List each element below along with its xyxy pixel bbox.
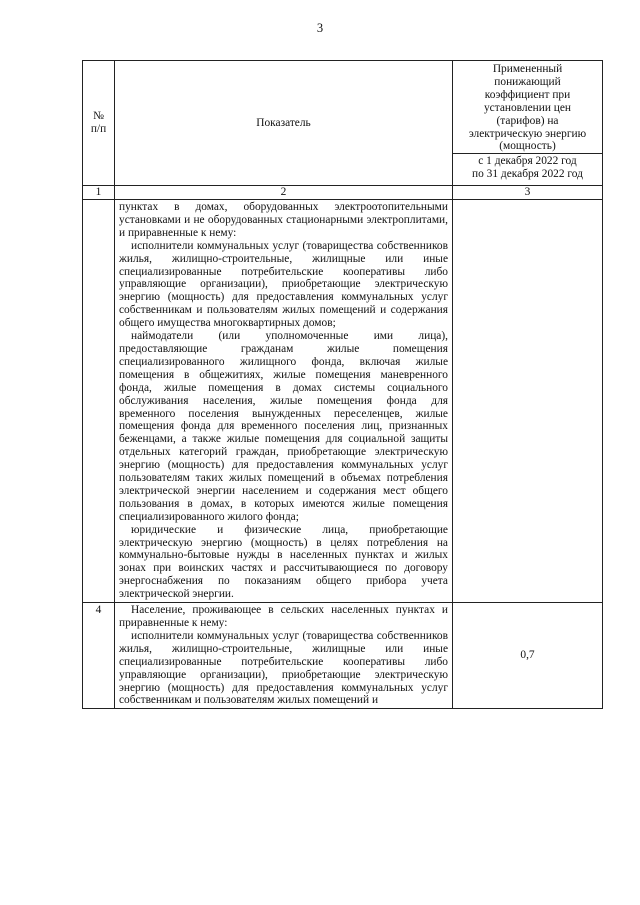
coefficient-value-cell — [453, 200, 603, 603]
indicator-text-cell — [115, 200, 453, 603]
coef-title-line: коэффициент при — [484, 88, 571, 101]
header-number-symbol: № — [93, 110, 104, 123]
paragraph: исполнители коммунальных услуг (товарищества собственников жилья, жилищно-строительные, жилищные или иные специализированные потребительские кооперативы либо управляющие организации), приобретающие электрическую энергию (мощность) для предоставления коммунальных услуг собственникам и пользователям жилых помещений и — [119, 629, 448, 707]
header-indicator: Показатель — [115, 61, 453, 186]
period-line: с 1 декабря 2022 год — [478, 155, 577, 167]
indicator-text-cell — [115, 603, 453, 709]
coef-title-line: (тарифов) на — [496, 114, 559, 127]
table-row-4 — [83, 603, 603, 709]
column-number: 2 — [115, 186, 453, 200]
paragraph: наймодатели (или уполномоченные ими лица), предоставляющие гражданам жилые помещения специализированного жилищного фонда, включая жилые помещения в общежитиях, жилые помещения маневренного фонда, жилые помещения в домах системы социального обслуживания населения, жилые помещения фонда для временного поселения вынужденных переселенцев, жилые помещения фонда для временного поселения лиц, признанных беженцами, а также жилые помещения для социальной защиты отдельных категорий граждан, приобретающие электрическую энергию (мощность) для предоставления коммунальных услуг пользователям таких жилых помещений в объемах потребления электрической энергии населением и содержания мест общего пользования в домах, в которых имеются жилые помещения специализированного жилого фонда; — [119, 330, 448, 523]
coef-title-line: установлении цен — [483, 101, 572, 114]
header-number-abbr: п/п — [90, 123, 107, 135]
period-line: по 31 декабря 2022 год — [472, 167, 583, 180]
table-header-row — [83, 61, 603, 186]
header-number-cell — [83, 61, 115, 186]
coefficient-value-cell: 0,7 — [453, 603, 603, 709]
header-coefficient-title — [453, 61, 602, 153]
coef-title-line: электрическую энергию — [468, 127, 587, 140]
paragraph: пунктах в домах, оборудованных электроотопительными установками и не оборудованных стационарными электроплитами, и приравненные к нему: — [119, 201, 448, 239]
row-number-cell: 4 — [83, 603, 115, 709]
tariff-coefficient-table — [82, 60, 603, 709]
header-period — [453, 153, 602, 183]
coef-title-line: (мощность) — [499, 140, 556, 153]
column-number: 1 — [83, 186, 115, 200]
column-number-row — [83, 186, 603, 200]
page-number: 3 — [316, 21, 324, 35]
column-number: 3 — [453, 186, 603, 200]
paragraph: юридические и физические лица, приобретающие электрическую энергию (мощность) в целях потребления на коммунально-бытовые нужды в населенных пунктах и жилых зонах при воинских частях и рассчитывающиеся по договору энергоснабжения по показаниям общего прибора учета электрической энергии. — [119, 523, 448, 601]
coef-title-line: Примененный — [492, 63, 563, 75]
header-coefficient-cell — [453, 61, 603, 186]
coef-title-line: понижающий — [494, 75, 561, 88]
paragraph: Население, проживающее в сельских населенных пунктах и приравненные к нему: — [119, 604, 448, 629]
row-number-cell — [83, 200, 115, 603]
table-row-continued — [83, 200, 603, 603]
paragraph: исполнители коммунальных услуг (товарищества собственников жилья, жилищно-строительные, жилищные или иные специализированные потребительские кооперативы либо управляющие организации), приобретающие электрическую энергию (мощность) для предоставления коммунальных услуг собственникам и пользователям жилых помещений и содержания общего имущества многоквартирных домов; — [119, 239, 448, 330]
